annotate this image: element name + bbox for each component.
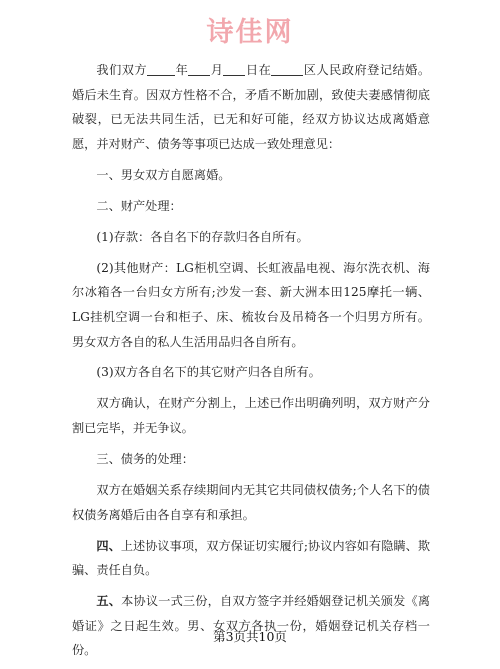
district-blank <box>271 60 303 76</box>
section-3-heading: 三、债务的处理： <box>96 452 194 467</box>
intro-text-3: 月 <box>210 63 224 77</box>
intro-text-2: 年 <box>175 63 189 77</box>
section-2-item-2: (2)其他财产：LG柜机空调、长虹液晶电视、海尔洗衣机、海尔冰箱各一台归女方所有;沙发一套、新大洲本田125摩托一辆、LG挂机空调一台和柜子、床、梳妆台及吊椅各一个归男方所有。男女双方各自的私人生活用品归各自所有。 <box>72 260 430 349</box>
section-1: 一、男女双方自愿离婚。 <box>96 167 231 182</box>
section-5-text: 本协议一式三份，自双方签字并经婚姻登记机关颁发《离婚证》之日起生效。男、女双方各执一份，婚姻登记机关存档一份。 <box>72 594 431 658</box>
page-number: 第3页共10页 <box>213 629 287 644</box>
section-3-body: 双方在婚姻关系存续期间内无其它共同债权债务;个人名下的债权债务离婚后由各自享有和承担。 <box>72 483 430 522</box>
section-2-confirmation: 双方确认，在财产分割上，上述已作出明确列明，双方财产分割已完毕，并无争议。 <box>72 396 430 436</box>
section-4 <box>72 534 430 583</box>
intro-text-4: 日在 <box>245 63 272 77</box>
month-blank <box>188 60 210 76</box>
intro-text-1: 我们双方 <box>96 63 148 77</box>
document-body <box>72 58 430 669</box>
section-5-number: 五、 <box>96 594 122 609</box>
section-4-text: 上述协议事项，双方保证切实履行;协议内容如有隐瞒、欺骗、责任自负。 <box>72 538 431 578</box>
section-2-item-3: (3)双方各自名下的其它财产归各自所有。 <box>96 365 321 380</box>
section-4-number: 四、 <box>96 538 121 553</box>
year-blank <box>147 60 175 76</box>
day-blank <box>223 60 245 76</box>
intro-paragraph <box>72 58 430 156</box>
section-2-heading: 二、财产处理： <box>96 198 182 213</box>
section-2-item-1: (1)存款：各自名下的存款归各自所有。 <box>96 229 309 244</box>
watermark-logo: 诗佳网 <box>206 17 294 48</box>
intro-text-5: 区人民政府登记结婚。婚后未生育。因双方性格不合，矛盾不断加剧，致使夫妻感情彻底破裂，已无法共同生活，已无和好可能，经双方协议达成离婚意愿，并对财产、债务等事项已达成一致处理意见： <box>72 63 431 151</box>
